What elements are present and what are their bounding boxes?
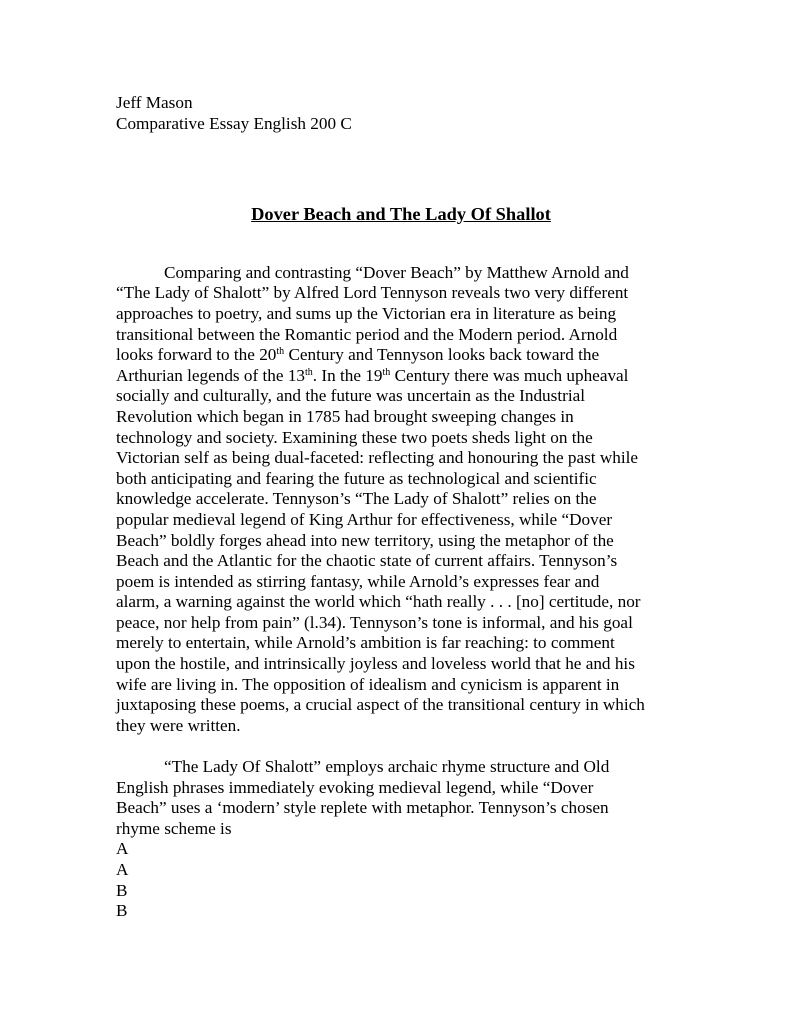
paragraph-line: approaches to poetry, and sums up the Victorian era in literature as being bbox=[116, 303, 617, 323]
paragraph-line: “The Lady Of Shalott” employs archaic rhyme structure and Old bbox=[164, 757, 610, 777]
rhyme-letter: A bbox=[116, 839, 129, 859]
paragraph-line: knowledge accelerate. Tennyson’s “The Lady of Shalott” relies on the bbox=[116, 489, 597, 509]
line-segment: . In the 19 bbox=[312, 365, 383, 385]
course-name: Comparative Essay English 200 C bbox=[116, 113, 352, 133]
essay-title: Dover Beach and The Lady Of Shallot bbox=[251, 204, 551, 225]
paragraph-line: Comparing and contrasting “Dover Beach” by Matthew Arnold and bbox=[164, 262, 629, 282]
paragraph-line: Beach” uses a ‘modern’ style replete with metaphor. Tennyson’s chosen bbox=[116, 798, 609, 818]
paragraph-spacer bbox=[116, 736, 686, 757]
essay-page bbox=[116, 93, 686, 922]
line-segment: Century and Tennyson looks back toward the bbox=[284, 345, 600, 365]
line-segment: Century there was much upheaval bbox=[390, 365, 629, 385]
paragraph-line: juxtaposing these poems, a crucial aspect of the transitional century in which bbox=[116, 695, 645, 715]
superscript: th bbox=[276, 346, 285, 358]
paragraph-line: Beach” boldly forges ahead into new territory, using the metaphor of the bbox=[116, 530, 614, 550]
superscript: th bbox=[305, 366, 313, 378]
paragraph-line: peace, nor help from pain” (l.34). Tennyson’s tone is informal, and his goal bbox=[116, 612, 633, 632]
paragraph-line: Beach and the Atlantic for the chaotic state of current affairs. Tennyson’s bbox=[116, 551, 618, 571]
paragraph-line: English phrases immediately evoking medieval legend, while “Dover bbox=[116, 777, 594, 797]
paragraph-line: rhyme scheme is bbox=[116, 818, 232, 838]
paragraph-line: both anticipating and fearing the future as technological and scientific bbox=[116, 468, 597, 488]
paragraph-line: Victorian self as being dual-faceted: reflecting and honouring the past while bbox=[116, 448, 639, 468]
rhyme-letter: A bbox=[116, 860, 129, 879]
paragraph-2 bbox=[116, 757, 686, 922]
rhyme-letter: B bbox=[116, 880, 128, 900]
paragraph-line: alarm, a warning against the world which “hath really . . . [no] certitude, nor bbox=[116, 592, 641, 612]
paragraph-line: poem is intended as stirring fantasy, while Arnold’s expresses fear and bbox=[116, 571, 600, 591]
paragraph-line: Revolution which began in 1785 had brought sweeping changes in bbox=[116, 406, 574, 426]
paragraph-line: upon the hostile, and intrinsically joyless and loveless world that he and his bbox=[116, 654, 635, 674]
line-segment: Arthurian legends of the 13 bbox=[116, 365, 306, 385]
author-name: Jeff Mason bbox=[116, 93, 193, 112]
superscript: th bbox=[382, 366, 391, 378]
line-segment: looks forward to the 20 bbox=[116, 345, 277, 365]
paragraph-line: technology and society. Examining these two poets sheds light on the bbox=[116, 427, 593, 447]
paragraph-1 bbox=[116, 263, 686, 737]
paragraph-line bbox=[116, 345, 686, 366]
paragraph-line: wife are living in. The opposition of idealism and cynicism is apparent in bbox=[116, 674, 620, 694]
paragraph-line: merely to entertain, while Arnold’s ambition is far reaching: to comment bbox=[116, 633, 615, 653]
paragraph-line: transitional between the Romantic period and the Modern period. Arnold bbox=[116, 324, 618, 344]
paragraph-line: socially and culturally, and the future was uncertain as the Industrial bbox=[116, 386, 585, 406]
paragraph-line: “The Lady of Shalott” by Alfred Lord Tennyson reveals two very different bbox=[116, 283, 629, 303]
paragraph-line bbox=[116, 366, 686, 387]
paragraph-line: popular medieval legend of King Arthur for effectiveness, while “Dover bbox=[116, 509, 613, 529]
paragraph-line: they were written. bbox=[116, 715, 241, 735]
rhyme-letter: B bbox=[116, 901, 128, 921]
